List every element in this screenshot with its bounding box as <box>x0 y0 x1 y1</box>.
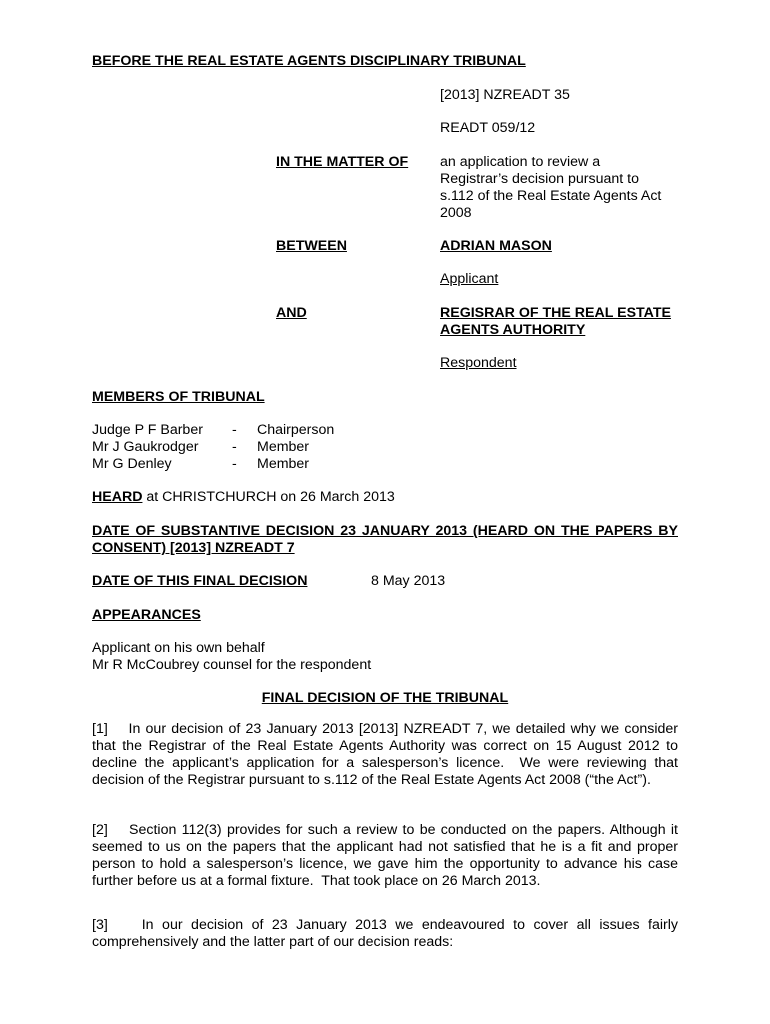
member-name: Mr J Gaukrodger <box>92 439 199 455</box>
member-dash: - <box>232 422 237 438</box>
member-role: Member <box>257 456 310 472</box>
respondent-role: Respondent <box>440 355 517 371</box>
applicant-role: Applicant <box>440 271 499 287</box>
heard-text: at CHRISTCHURCH on 26 March 2013 <box>146 489 395 505</box>
heard-label: HEARD <box>92 489 143 505</box>
between-label: BETWEEN <box>276 238 347 254</box>
paragraph-2: [2] Section 112(3) provides for such a review to be conducted on the papers. Although it seemed to us on the papers that the applicant had not satisfied that he is a fit and proper person to hold a salesperson’s licence, we gave him the opportunity to advance his case further before us at a formal fixture. That took place on 26 March 2013. <box>92 822 682 889</box>
matter-text: an application to review a Registrar’s decision pursuant to s.112 of the Real Estate Agents Act 2008 <box>440 154 662 221</box>
member-dash: - <box>232 439 237 455</box>
matter-label: IN THE MATTER OF <box>276 154 409 170</box>
and-label: AND <box>276 305 307 321</box>
member-dash: - <box>232 456 237 472</box>
member-role: Chairperson <box>257 422 335 438</box>
heard-line <box>92 489 395 506</box>
applicant-name: ADRIAN MASON <box>440 238 552 254</box>
appearance-line: Mr R McCoubrey counsel for the respondent <box>92 657 372 673</box>
respondent-name <box>440 305 680 339</box>
tribunal-heading: BEFORE THE REAL ESTATE AGENTS DISCIPLINARY TRIBUNAL <box>92 53 526 69</box>
respondent-name-part1: REGISRAR OF <box>440 305 539 321</box>
respondent-name-part2: THE REAL ESTATE AGENTS AUTHORITY <box>440 305 671 338</box>
final-decision-date-label: DATE OF THIS FINAL DECISION <box>92 573 308 589</box>
member-name: Mr G Denley <box>92 456 172 472</box>
citation: [2013] NZREADT 35 <box>440 87 570 103</box>
file-number: READT 059/12 <box>440 120 536 136</box>
paragraph-1: [1] In our decision of 23 January 2013 [2013] NZREADT 7, we detailed why we consider that the Registrar of the Real Estate Agents Authority was correct on 15 August 2012 to decline the applicant’s application for a salesperson’s licence. We were reviewing that decision of the Registrar pursuant to s.112 of the Real Estate Agents Act 2008 (“the Act”). <box>92 721 682 788</box>
member-role: Member <box>257 439 310 455</box>
member-name: Judge P F Barber <box>92 422 203 438</box>
paragraph-3: [3] In our decision of 23 January 2013 we endeavoured to cover all issues fairly comprehensively and the latter part of our decision reads: <box>92 917 682 950</box>
decision-heading: FINAL DECISION OF THE TRIBUNAL <box>261 690 509 706</box>
members-heading: MEMBERS OF TRIBUNAL <box>92 389 265 405</box>
final-decision-date: 8 May 2013 <box>371 573 446 589</box>
appearances-heading: APPEARANCES <box>92 607 201 623</box>
appearance-line: Applicant on his own behalf <box>92 640 265 656</box>
substantive-decision: DATE OF SUBSTANTIVE DECISION 23 JANUARY 2013 (HEARD ON THE PAPERS BY CONSENT) [2013] NZREADT 7 <box>92 523 678 556</box>
